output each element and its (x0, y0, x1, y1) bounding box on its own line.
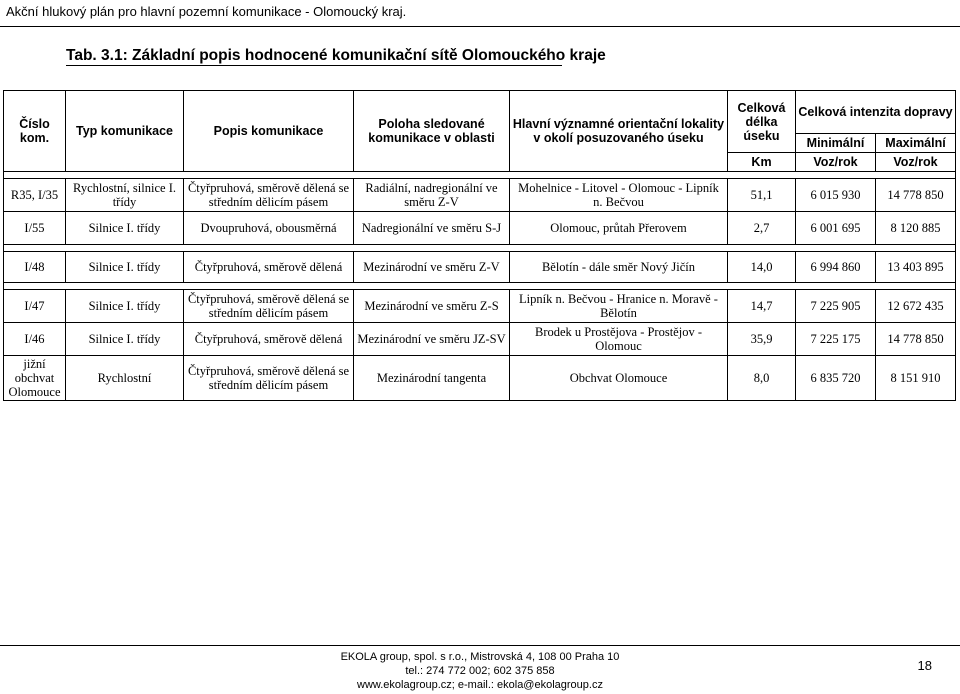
page-number: 18 (917, 658, 932, 673)
col-header-poloha: Poloha sledované komunikace v oblasti (354, 91, 510, 172)
cell-typ: Silnice I. třídy (66, 323, 184, 356)
cell-popis: Čtyřpruhová, směrově dělená se středním dělicím pásem (184, 356, 354, 401)
col-header-cislo: Číslo kom. (4, 91, 66, 172)
unit-vozrok-min: Voz/rok (796, 153, 876, 172)
col-header-popis: Popis komunikace (184, 91, 354, 172)
cell-typ: Silnice I. třídy (66, 290, 184, 323)
table-row (4, 323, 956, 356)
cell-min: 6 015 930 (796, 179, 876, 212)
unit-km: Km (728, 153, 796, 172)
unit-vozrok-max: Voz/rok (876, 153, 956, 172)
row-separator (4, 283, 956, 290)
cell-delka: 14,0 (728, 252, 796, 283)
cell-delka: 51,1 (728, 179, 796, 212)
footer-web: www.ekolagroup.cz; e-mail.: ekola@ekolagroup.cz (357, 679, 603, 691)
cell-popis: Čtyřpruhová, směrově dělená (184, 323, 354, 356)
cell-cislo: I/46 (4, 323, 66, 356)
cell-max: 8 120 885 (876, 212, 956, 245)
cell-delka: 2,7 (728, 212, 796, 245)
footer-divider (0, 645, 960, 646)
cell-cislo: I/48 (4, 252, 66, 283)
col-header-maximalni: Maximální (876, 134, 956, 153)
cell-lokality: Brodek u Prostějova - Prostějov - Olomouc (510, 323, 728, 356)
footer-company: EKOLA group, spol. s r.o., Mistrovská 4, 108 00 Praha 10 (340, 651, 620, 663)
col-header-minimalni: Minimální (796, 134, 876, 153)
cell-typ: Rychlostní, silnice I. třídy (66, 179, 184, 212)
cell-poloha: Mezinárodní ve směru JZ-SV (354, 323, 510, 356)
cell-popis: Dvoupruhová, obousměrná (184, 212, 354, 245)
cell-typ: Silnice I. třídy (66, 212, 184, 245)
cell-max: 8 151 910 (876, 356, 956, 401)
cell-min: 6 001 695 (796, 212, 876, 245)
cell-max: 14 778 850 (876, 179, 956, 212)
col-header-lokality: Hlavní významné orientační lokality v okolí posuzovaného úseku (510, 91, 728, 172)
col-header-delka: Celková délka úseku (728, 91, 796, 153)
cell-cislo: R35, I/35 (4, 179, 66, 212)
document-header: Akční hlukový plán pro hlavní pozemní komunikace - Olomoucký kraj. (6, 4, 407, 19)
table-title: Tab. 3.1: Základní popis hodnocené komunikační sítě Olomouckého kraje (66, 47, 606, 64)
cell-popis: Čtyřpruhová, směrově dělená se středním dělicím pásem (184, 290, 354, 323)
cell-max: 12 672 435 (876, 290, 956, 323)
cell-min: 7 225 175 (796, 323, 876, 356)
cell-popis: Čtyřpruhová, směrově dělená se středním dělicím pásem (184, 179, 354, 212)
road-network-table (3, 90, 956, 401)
cell-delka: 8,0 (728, 356, 796, 401)
cell-typ: Rychlostní (66, 356, 184, 401)
cell-poloha: Mezinárodní ve směru Z-S (354, 290, 510, 323)
cell-typ: Silnice I. třídy (66, 252, 184, 283)
cell-popis: Čtyřpruhová, směrově dělená (184, 252, 354, 283)
table-row (4, 356, 956, 401)
header-separator (4, 172, 956, 179)
footer-phone: tel.: 274 772 002; 602 375 858 (405, 665, 555, 677)
table-row (4, 212, 956, 245)
cell-lokality: Olomouc, průtah Přerovem (510, 212, 728, 245)
cell-max: 13 403 895 (876, 252, 956, 283)
cell-lokality: Mohelnice - Litovel - Olomouc - Lipník n. Bečvou (510, 179, 728, 212)
row-separator (4, 245, 956, 252)
col-header-intenzita: Celková intenzita dopravy (796, 91, 956, 134)
col-header-typ: Typ komunikace (66, 91, 184, 172)
cell-lokality: Obchvat Olomouce (510, 356, 728, 401)
table-row (4, 179, 956, 212)
cell-poloha: Nadregionální ve směru S-J (354, 212, 510, 245)
cell-delka: 14,7 (728, 290, 796, 323)
cell-cislo: I/55 (4, 212, 66, 245)
header-divider (0, 26, 960, 27)
cell-min: 7 225 905 (796, 290, 876, 323)
cell-cislo: I/47 (4, 290, 66, 323)
title-underline (66, 65, 562, 66)
cell-poloha: Mezinárodní tangenta (354, 356, 510, 401)
cell-min: 6 835 720 (796, 356, 876, 401)
cell-max: 14 778 850 (876, 323, 956, 356)
cell-lokality: Lipník n. Bečvou - Hranice n. Moravě - Bělotín (510, 290, 728, 323)
cell-delka: 35,9 (728, 323, 796, 356)
table-row (4, 252, 956, 283)
table-row (4, 290, 956, 323)
cell-poloha: Mezinárodní ve směru Z-V (354, 252, 510, 283)
cell-poloha: Radiální, nadregionální ve směru Z-V (354, 179, 510, 212)
cell-lokality: Bělotín - dále směr Nový Jičín (510, 252, 728, 283)
cell-cislo: jižní obchvat Olomouce (4, 356, 66, 401)
cell-min: 6 994 860 (796, 252, 876, 283)
